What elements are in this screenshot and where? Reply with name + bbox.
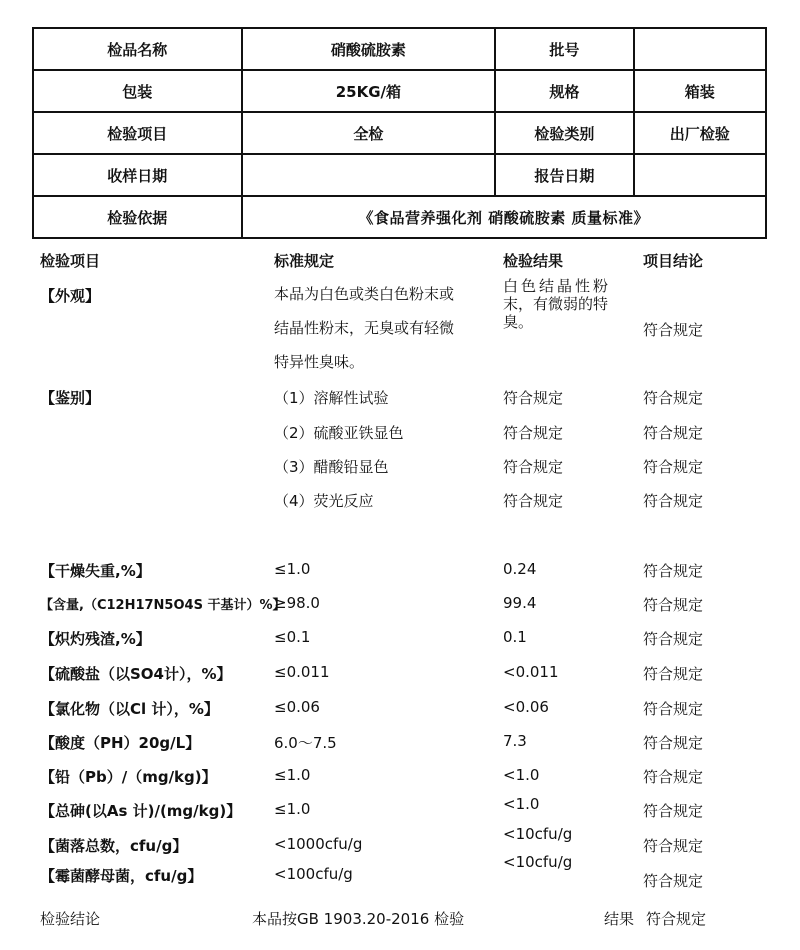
standard-id-test: （4）荧光反应 — [274, 492, 374, 510]
col-header-standard: 标准规定 — [274, 252, 335, 270]
conclusion-appearance: 符合规定 — [643, 321, 704, 339]
item-appearance: 【外观】 — [40, 287, 101, 305]
col-header-result: 检验结果 — [503, 252, 564, 270]
item-result: <0.06 — [503, 698, 549, 716]
item-result: 7.3 — [503, 732, 527, 750]
standard-id-test: （3）醋酸铅显色 — [274, 458, 389, 476]
item-conclusion: 符合规定 — [643, 665, 704, 683]
conclusion-label: 检验结论 — [40, 910, 101, 928]
result-line: 末，有微弱的特 — [503, 295, 609, 313]
item-result: 99.4 — [503, 594, 537, 612]
item-name: 【含量,（C12H17N5O4S 干基计）%】 — [40, 598, 286, 613]
item-result: <10cfu/g — [503, 853, 573, 871]
label-specification: 规格 — [495, 70, 633, 112]
result-appearance — [503, 277, 628, 331]
standard-line: 结晶性粉末，无臭或有轻微 — [274, 319, 455, 337]
standard-id-test: （1）溶解性试验 — [274, 389, 389, 407]
header-row-dates — [33, 154, 766, 196]
standard-appearance — [274, 277, 454, 379]
label-product-name: 检品名称 — [33, 28, 242, 70]
item-name: 【酸度（PH）20g/L】 — [40, 734, 201, 752]
value-inspection-type: 出厂检验 — [634, 112, 766, 154]
value-product-name: 硝酸硫胺素 — [242, 28, 496, 70]
item-standard: ≤1.0 — [274, 560, 311, 578]
conclusion-result-label: 结果 — [604, 910, 635, 928]
item-standard: 6.0～7.5 — [274, 734, 337, 752]
item-name: 【氯化物（以Cl 计），%】 — [40, 700, 219, 718]
conclusion-id-test: 符合规定 — [643, 492, 704, 510]
conclusion-result-value: 符合规定 — [646, 910, 707, 928]
value-receipt-date — [242, 154, 496, 196]
item-conclusion: 符合规定 — [643, 837, 704, 855]
item-standard: ≤0.011 — [274, 663, 330, 681]
item-conclusion: 符合规定 — [643, 596, 704, 614]
item-conclusion: 符合规定 — [643, 700, 704, 718]
standard-line: 本品为白色或类白色粉末或 — [274, 285, 455, 303]
conclusion-id-test: 符合规定 — [643, 389, 704, 407]
item-conclusion: 符合规定 — [643, 768, 704, 786]
value-packaging: 25KG/箱 — [242, 70, 496, 112]
conclusion-id-test: 符合规定 — [643, 424, 704, 442]
item-name: 【干燥失重,%】 — [40, 562, 151, 580]
label-report-date: 报告日期 — [495, 154, 633, 196]
header-row-inspection — [33, 112, 766, 154]
item-result: <0.011 — [503, 663, 559, 681]
header-row-basis — [33, 196, 766, 238]
value-specification: 箱装 — [634, 70, 766, 112]
item-conclusion: 符合规定 — [643, 562, 704, 580]
item-standard: <100cfu/g — [274, 865, 353, 883]
label-inspection-type: 检验类别 — [495, 112, 633, 154]
item-standard: ≤1.0 — [274, 766, 311, 784]
item-conclusion: 符合规定 — [643, 630, 704, 648]
result-id-test: 符合规定 — [503, 424, 564, 442]
item-result: <10cfu/g — [503, 825, 573, 843]
standard-id-test: （2）硫酸亚铁显色 — [274, 424, 404, 442]
item-result: 0.1 — [503, 628, 527, 646]
item-identification: 【鉴别】 — [40, 389, 101, 407]
label-inspection-basis: 检验依据 — [33, 196, 242, 238]
label-receipt-date: 收样日期 — [33, 154, 242, 196]
result-id-test: 符合规定 — [503, 389, 564, 407]
conclusion-statement: 本品按GB 1903.20-2016 检验 — [252, 910, 465, 928]
result-line: 白色结晶性粉 — [503, 277, 612, 295]
value-inspection-items: 全检 — [242, 112, 496, 154]
item-standard: ≤1.0 — [274, 800, 311, 818]
item-standard: <1000cfu/g — [274, 835, 363, 853]
value-inspection-basis: 《食品营养强化剂 硝酸硫胺素 质量标准》 — [242, 196, 766, 238]
item-name: 【总砷(以As 计)/(mg/kg)】 — [40, 802, 242, 820]
value-batch-number — [634, 28, 766, 70]
item-standard: ≤0.06 — [274, 698, 320, 716]
item-name: 【霉菌酵母菌，cfu/g】 — [40, 867, 203, 885]
item-conclusion: 符合规定 — [643, 802, 704, 820]
item-standard: ≥98.0 — [274, 594, 320, 612]
header-row-packaging — [33, 70, 766, 112]
item-result: <1.0 — [503, 795, 540, 813]
header-row-product — [33, 28, 766, 70]
col-header-conclusion: 项目结论 — [643, 252, 704, 270]
item-result: <1.0 — [503, 766, 540, 784]
conclusion-id-test: 符合规定 — [643, 458, 704, 476]
value-report-date — [634, 154, 766, 196]
header-info-table — [32, 27, 767, 239]
item-name: 【菌落总数，cfu/g】 — [40, 837, 188, 855]
result-line: 臭。 — [503, 313, 534, 331]
result-id-test: 符合规定 — [503, 458, 564, 476]
item-name: 【铅（Pb）/（mg/kg)】 — [40, 768, 217, 786]
standard-line: 特异性臭味。 — [274, 353, 365, 371]
item-conclusion: 符合规定 — [643, 872, 704, 890]
col-header-item: 检验项目 — [40, 252, 101, 270]
item-result: 0.24 — [503, 560, 537, 578]
label-inspection-items: 检验项目 — [33, 112, 242, 154]
item-standard: ≤0.1 — [274, 628, 311, 646]
item-name: 【硫酸盐（以SO4计），%】 — [40, 665, 232, 683]
label-batch-number: 批号 — [495, 28, 633, 70]
label-packaging: 包装 — [33, 70, 242, 112]
item-name: 【炽灼残渣,%】 — [40, 630, 151, 648]
item-conclusion: 符合规定 — [643, 734, 704, 752]
result-id-test: 符合规定 — [503, 492, 564, 510]
